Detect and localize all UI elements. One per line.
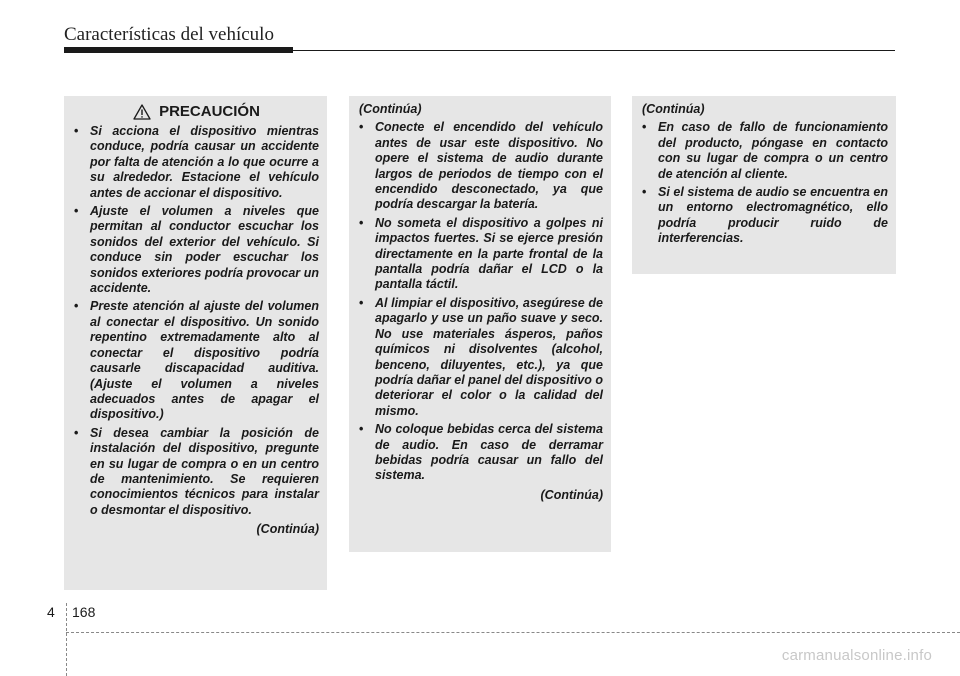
continued-heading: (Continúa) — [359, 102, 422, 116]
caution-list — [74, 124, 319, 518]
list-item: • Al limpiar el dispositivo, asegúrese de apagarlo y use un paño suave y seco. No use materiales ásperos, paños químicos ni disolventes (alcohol, benceno, diluyentes, etc.), ya que podría dañar el panel del dispositivo o deteriorar el color o la calidad del mismo. — [359, 296, 603, 419]
caution-list — [359, 120, 603, 483]
page-number: 168 — [72, 604, 96, 620]
watermark: carmanualsonline.info — [781, 647, 932, 664]
chapter-number: 4 — [47, 604, 55, 620]
page-number-divider — [66, 603, 67, 676]
list-item: • Si acciona el dispositivo mientras conduce, podría causar un accidente por falta de atención a lo que ocurre a su alrededor. Estacione el vehículo antes de accionar el dispositivo. — [74, 124, 319, 201]
caution-box — [64, 96, 327, 590]
footer-rule — [66, 632, 960, 633]
caution-heading — [74, 104, 319, 120]
caution-heading-text: PRECAUCIÓN — [159, 103, 260, 121]
list-item: • Si desea cambiar la posición de instalación del dispositivo, pregunte en su lugar de compra o en un centro de mantenimiento. Se requieren conocimientos técnicos para instalar o desmontar el dispositivo. — [74, 426, 319, 518]
caution-box-continued-final — [632, 96, 896, 274]
section-title: Características del vehículo — [64, 24, 274, 45]
list-item: • En caso de fallo de funcionamiento del producto, póngase en contacto con su lugar de compra o un centro de atención al cliente. — [642, 120, 888, 182]
caution-list — [642, 120, 888, 246]
list-item: • No coloque bebidas cerca del sistema de audio. En caso de derramar bebidas podría causar un fallo del sistema. — [359, 422, 603, 484]
list-item: • No someta el dispositivo a golpes ni impactos fuertes. Si se ejerce presión directamente en la parte frontal de la pantalla podría dañar el LCD o la pantalla táctil. — [359, 216, 603, 293]
list-item: • Conecte el encendido del vehículo antes de usar este dispositivo. No opere el sistema de audio durante largos de periodos de tiempo con el encendido desconectado, ya que podría descargar la batería. — [359, 120, 603, 212]
continued-heading: (Continúa) — [642, 102, 705, 116]
header-rule-thick — [64, 47, 293, 53]
list-item: • Ajuste el volumen a niveles que permitan al conductor escuchar los sonidos del exterior del vehículo. Si conduce sin poder escuchar los sonidos exteriores podría provocar un accidente. — [74, 204, 319, 296]
list-item: • Preste atención al ajuste del volumen al conectar el dispositivo. Un sonido repentino extremadamente alto al conectar el dispositivo podría causarle discapacidad auditiva. (Ajuste el volumen a niveles adecuados antes de apagar el dispositivo.) — [74, 299, 319, 422]
list-item: • Si el sistema de audio se encuentra en un entorno electromagnético, ello podría producir ruido de interferencias. — [642, 185, 888, 247]
continued-footer: (Continúa) — [540, 487, 603, 502]
header-rule-thin — [293, 50, 895, 51]
caution-box-continued — [349, 96, 611, 552]
warning-triangle-icon — [133, 104, 151, 120]
continued-footer: (Continúa) — [256, 522, 319, 537]
